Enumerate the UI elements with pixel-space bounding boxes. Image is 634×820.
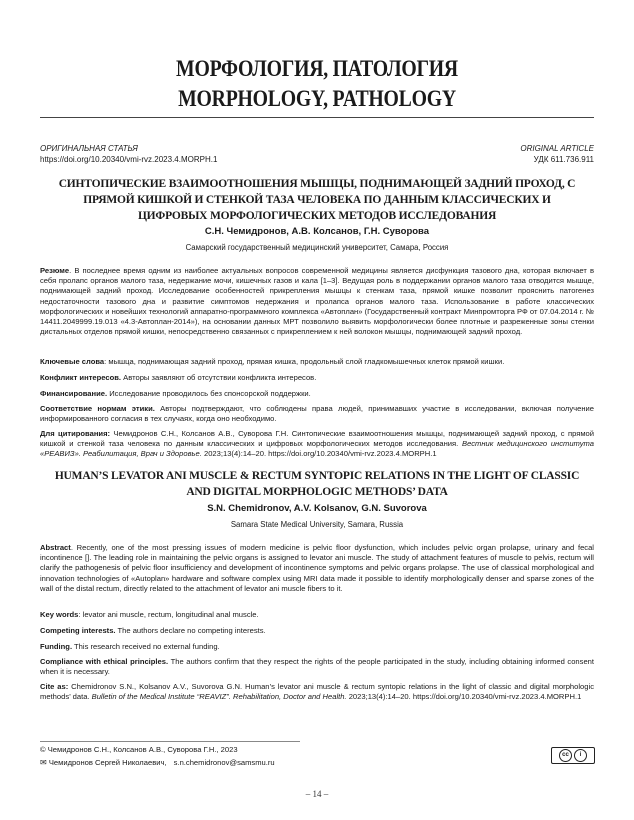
conflict-label-ru: Конфликт интересов. — [40, 373, 122, 382]
abstract-label-ru: Резюме — [40, 266, 70, 275]
cite-journal-en: Bulletin of the Medical Institute “REAVIZ”. Rehabilitation, Doctor and Health. — [91, 692, 347, 702]
cite-tail-ru: 2023;13(4):14–20. https://doi.org/10.20340/vmi-rvz.2023.4.MORPH.1 — [201, 449, 437, 459]
article-type-en: ORIGINAL ARTICLE — [520, 144, 594, 153]
funding-en — [40, 642, 594, 652]
by-icon: i — [574, 749, 587, 762]
ethics-text-en: The authors confirm that they respect the rights of the people participated in the study, including obtaining informed consent when it is necessary. — [40, 657, 595, 677]
conflict-text-ru: Авторы заявляют об отсутствии конфликта интересов. — [121, 373, 317, 382]
section-title-ru: МОРФОЛОГИЯ, ПАТОЛОГИЯ — [176, 56, 458, 81]
funding-ru — [40, 389, 594, 399]
cite-journal-ru: Вестник медицинского института «РЕАВИЗ». Реабилитация, Врач и Здоровье. — [40, 439, 594, 459]
ethics-label-ru: Соответствие нормам этики. — [40, 404, 155, 413]
ethics-ru — [40, 404, 594, 424]
citation-en — [40, 682, 594, 702]
keywords-ru — [40, 357, 594, 367]
copyright: © Чемидронов С.Н., Колсанов А.В., Суворова Г.Н., 2023 — [40, 745, 238, 754]
article-title-en: HUMAN’S LEVATOR ANI MUSCLE & RECTUM SYNTOPIC RELATIONS IN THE LIGHT OF CLASSIC AND DIGITAL MORPHOLOGIC METHODS’ DATA — [54, 470, 580, 498]
conflict-label-en: Competing interests. — [40, 626, 116, 635]
funding-text-ru: Исследование проводилось без спонсорской поддержки. — [107, 389, 311, 398]
abstract-en — [40, 543, 594, 594]
affiliation-en: Samara State Medical University, Samara, Russia — [230, 520, 404, 529]
ethics-text-ru: Авторы подтверждают, что соблюдены права людей, принимавших участие в исследовании, включая получение информированного согласия в тех случаях, когда оно необходимо. — [40, 404, 594, 424]
section-title-en: MORPHOLOGY, PATHOLOGY — [178, 86, 456, 111]
page-number: – 14 – — [305, 789, 329, 799]
authors-ru: С.Н. Чемидронов, А.В. Колсанов, Г.Н. Суворова — [204, 226, 430, 237]
doi-link[interactable]: https://doi.org/10.20340/vmi-rvz.2023.4.MORPH.1 — [40, 155, 218, 164]
ethics-label-en: Compliance with ethical principles. — [40, 657, 169, 666]
keywords-text-ru: : мышца, поднимающая задний проход, прямая кишка, продольный слой гладкомышечных клеток прямой кишки. — [104, 357, 505, 366]
citation-ru — [40, 429, 594, 460]
mail-icon: ✉ — [40, 758, 47, 767]
cite-text-ru: Чемидронов С.Н., Колсанов А.В., Суворова Г.Н. Синтопические взаимоотношения мышцы, поднимающей задний проход, с прямой кишкой и стенкой таза человека по данным классических и цифровых морфологических методов исследования. — [40, 429, 595, 449]
keywords-label-ru: Ключевые слова — [40, 357, 105, 366]
header-divider — [40, 117, 594, 118]
conflict-ru — [40, 373, 594, 383]
keywords-text-en: : levator ani muscle, rectum, longitudinal anal muscle. — [78, 610, 259, 619]
article-title-ru: СИНТОПИЧЕСКИЕ ВЗАИМООТНОШЕНИЯ МЫШЦЫ, ПОДНИМАЮЩЕЙ ЗАДНИЙ ПРОХОД, С ПРЯМОЙ КИШКОЙ И СТЕНКОЙ ТАЗА ЧЕЛОВЕКА ПО ДАННЫМ КЛАССИЧЕСКИХ И ЦИФРОВЫХ МОРФОЛОГИЧЕСКИХ МЕТОДОВ ИССЛЕДОВАНИЯ — [58, 178, 576, 222]
conflict-text-en: The authors declare no competing interests. — [115, 626, 266, 635]
funding-label-ru: Финансирование. — [40, 389, 108, 398]
contact-email[interactable]: s.n.chemidronov@samsmu.ru — [173, 758, 275, 767]
abstract-text-ru: . В последнее время одним из наиболее актуальных вопросов современной медицины является дисфункция тазового дна, которая включает в себя пролапс органов малого таза, недержание мочи, кишечных газов и кала [1–3]. Ведущая роль в поддержании органов малого таза отводится мышце, поднимающей задний проход. Исследование особенностей прикрепления мышцы к стенкам таза, прямой кишке позволит прояснить патогенез недостаточности тазового дна и развитие симптомов недержания и пролапса органов малого таза. Использование в работе классических морфологических и новейших технологий аппаратно-программного комплекса «Автоплан» (Государственный контракт Минпромторга РФ от 07.04.2014 г. № 14411.2049999.19.013 «4.3-Автоплан-2014»), на основании данных МРТ позволило выявить морфологически более плотные и разреженные зоны стенки дистальных отделов прямой кишки, непосредственно связанных с прикреплением к ней волокон мышцы, поднимающей задний проход. — [40, 266, 594, 337]
cc-by-license-icon[interactable] — [551, 747, 595, 764]
authors-en: S.N. Chemidronov, A.V. Kolsanov, G.N. Suvorova — [207, 503, 427, 514]
conflict-en — [40, 626, 594, 636]
abstract-ru — [40, 266, 594, 337]
ethics-en — [40, 657, 594, 677]
cite-tail-en: 2023;13(4):14–20. https://doi.org/10.20340/vmi-rvz.2023.4.MORPH.1 — [346, 692, 582, 702]
article-type-ru: ОРИГИНАЛЬНАЯ СТАТЬЯ — [40, 144, 138, 153]
cite-label-ru: Для цитирования: — [40, 429, 111, 438]
contact-line — [40, 758, 275, 768]
affiliation-ru: Самарский государственный медицинский университет, Самара, Россия — [185, 243, 449, 252]
cc-icon: cc — [559, 749, 572, 762]
footer-divider — [40, 741, 300, 742]
cite-label-en: Cite as: — [40, 682, 69, 691]
keywords-label-en: Key words — [40, 610, 79, 619]
funding-text-en: This research received no external funding. — [72, 642, 220, 651]
udk-code: УДК 611.736.911 — [533, 155, 594, 164]
abstract-text-en: . Recently, one of the most pressing issues of modern medicine is pelvic floor dysfunction, which includes pelvic organ prolapse, urinary and fecal incontinence []. The leading role in maintaining the pelvic organs is assigned to levator ani muscle. The study of attachment features of muscle to pelvis, rectum will clarify the pathogenesis of pelvic floor insufficiency and development of incontinence symptoms and pelvic organs prolapse. The use of classical morphological and innovation technologies of «Autoplan» hardware and software complex using MRI data made it possible to identify morphologically denser and sparse zones of the wall of the distal rectum, directly related to the attachment of levator ani muscle fibers to it. — [40, 543, 594, 593]
contact-name: Чемидронов Сергей Николаевич, — [48, 758, 167, 767]
abstract-label-en: Abstract — [40, 543, 71, 552]
cite-text-en: Chemidronov S.N., Kolsanov A.V., Suvorova G.N. Human’s levator ani muscle & rectum syntopic relations in the light of classic and digital morphologic methods’ data. — [40, 682, 594, 702]
funding-label-en: Funding. — [40, 642, 73, 651]
keywords-en — [40, 610, 594, 620]
